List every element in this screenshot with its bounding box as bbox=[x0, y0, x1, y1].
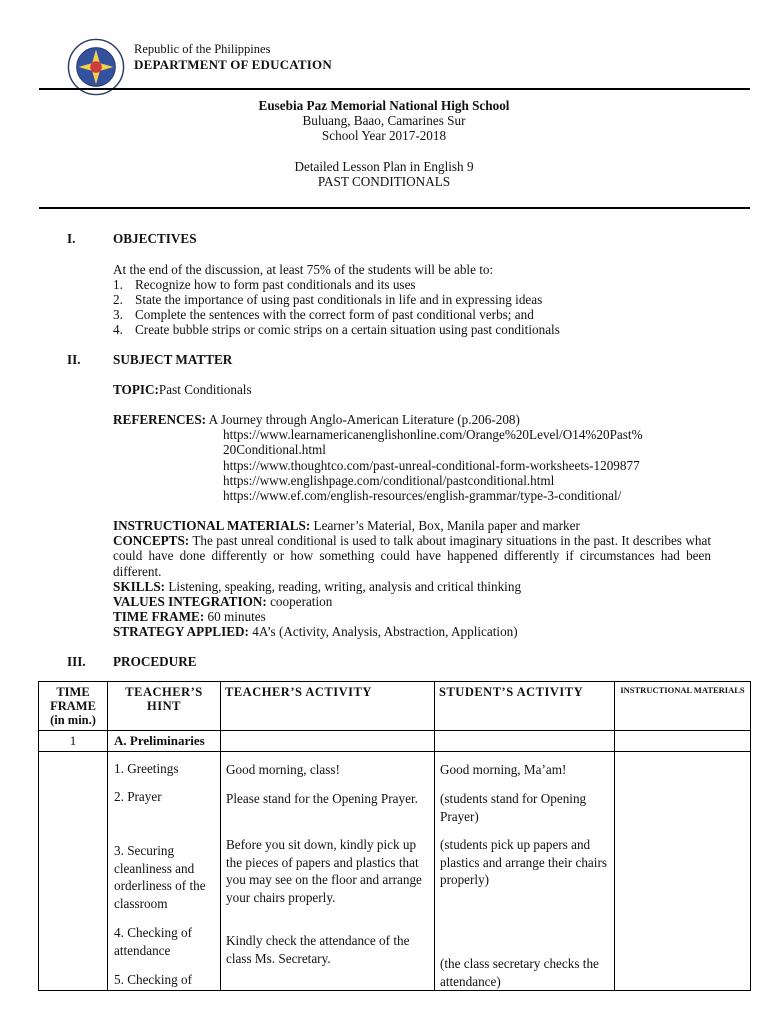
time-frame-line: TIME FRAME: 60 minutes bbox=[113, 609, 266, 625]
strategy-line: STRATEGY APPLIED: 4A’s (Activity, Analysis, Abstraction, Application) bbox=[113, 624, 518, 640]
procedure-heading: PROCEDURE bbox=[113, 654, 197, 669]
table-row bbox=[39, 731, 751, 752]
objectives-list bbox=[113, 277, 560, 337]
header-teacher-hint: TEACHER’S HINT bbox=[108, 682, 221, 731]
reference-url: https://www.learnamericanenglishonline.com/Orange%20Level/O14%20Past% bbox=[223, 427, 643, 443]
student-activity-item: (the class secretary checks the attendance) bbox=[440, 956, 599, 989]
teacher-activity-item: Please stand for the Opening Prayer. bbox=[226, 791, 418, 806]
student-activity-column bbox=[435, 752, 615, 991]
title-divider bbox=[39, 207, 750, 209]
header-time-frame: TIME FRAME (in min.) bbox=[39, 682, 108, 731]
school-address: Buluang, Baao, Camarines Sur bbox=[302, 113, 466, 129]
student-activity-item: (students pick up papers and plastics and arrange their chairs properly) bbox=[440, 837, 607, 887]
hint-item: 1. Greetings bbox=[114, 761, 179, 776]
teacher-activity-item: Kindly check the attendance of the class Ms. Secretary. bbox=[226, 933, 410, 966]
reference-url: https://www.thoughtco.com/past-unreal-conditional-form-worksheets-1209877 bbox=[223, 457, 640, 473]
header-student-activity: STUDENT’S ACTIVITY bbox=[435, 682, 615, 731]
agency-header bbox=[134, 42, 332, 72]
plan-topic-title: PAST CONDITIONALS bbox=[317, 173, 451, 189]
subject-matter-heading: SUBJECT MATTER bbox=[113, 352, 233, 367]
procedure-table bbox=[38, 681, 751, 991]
materials-column bbox=[615, 752, 751, 991]
teacher-activity-item: Before you sit down, kindly pick up the pieces of papers and plastics that you may see on the floor and arrange your chairs properly. bbox=[226, 837, 422, 905]
objectives-heading: OBJECTIVES bbox=[113, 231, 197, 246]
hint-item: 2. Prayer bbox=[114, 789, 162, 804]
prelim-time: 1 bbox=[39, 731, 108, 752]
topic-line: TOPIC:Past Conditionals bbox=[113, 382, 252, 397]
school-year: School Year 2017-2018 bbox=[321, 128, 447, 144]
skills-line: SKILLS: Listening, speaking, reading, writing, analysis and critical thinking bbox=[113, 578, 522, 594]
student-activity-item: (students stand for Opening Prayer) bbox=[440, 791, 587, 824]
republic-text: Republic of the Philippines bbox=[134, 42, 271, 56]
header-divider bbox=[39, 88, 750, 90]
materials-line: INSTRUCTIONAL MATERIALS: Learner’s Material, Box, Manila paper and marker bbox=[113, 518, 580, 533]
reference-url: 20Conditional.html bbox=[223, 442, 326, 458]
teacher-activity-column bbox=[221, 752, 435, 991]
table-header-row bbox=[39, 682, 751, 731]
subject-details bbox=[113, 518, 711, 640]
references-label: REFERENCES: bbox=[113, 412, 207, 427]
objective-item: 2. State the importance of using past conditionals in life and in expressing ideas bbox=[113, 292, 543, 308]
header-teacher-activity: TEACHER’S ACTIVITY bbox=[221, 682, 435, 731]
student-activity-item: Good morning, Ma’am! bbox=[440, 762, 567, 777]
objective-item: 4. Create bubble strips or comic strips on a certain situation using past conditionals bbox=[113, 322, 560, 338]
subject-matter-number: II. bbox=[67, 352, 81, 367]
reference-url: https://www.englishpage.com/conditional/pastconditional.html bbox=[223, 472, 555, 488]
objective-item: 3. Complete the sentences with the correct form of past conditional verbs; and bbox=[113, 307, 534, 323]
school-block bbox=[0, 98, 768, 189]
values-line: VALUES INTEGRATION: cooperation bbox=[113, 594, 333, 610]
header-instructional-materials: INSTRUCTIONAL MATERIALS bbox=[615, 682, 751, 731]
objectives-intro: At the end of the discussion, at least 75% of the students will be able to: bbox=[113, 262, 494, 277]
prelim-label: A. Preliminaries bbox=[108, 731, 221, 752]
table-row bbox=[39, 752, 751, 991]
hint-item: 5. Checking of bbox=[114, 972, 193, 987]
procedure-number: III. bbox=[67, 654, 86, 669]
plan-title: Detailed Lesson Plan in English 9 bbox=[294, 158, 474, 174]
objective-item: 1. Recognize how to form past conditionals and its uses bbox=[113, 277, 416, 292]
objectives-number: I. bbox=[67, 231, 76, 246]
references-block bbox=[113, 412, 643, 503]
reference-url: https://www.ef.com/english-resources/english-grammar/type-3-conditional/ bbox=[223, 488, 622, 504]
hint-item: 3. Securing cleanliness and orderliness of the classroom bbox=[114, 843, 206, 911]
concepts-line: CONCEPTS: The past unreal conditional is used to talk about imaginary situations in the past. It describes what could have done differently or how something could have happened differently if circumstances had been different. bbox=[113, 533, 711, 579]
hint-item: 4. Checking of attendance bbox=[114, 925, 193, 958]
hint-column bbox=[108, 752, 221, 991]
teacher-activity-item: Good morning, class! bbox=[226, 762, 340, 777]
school-name: Eusebia Paz Memorial National High School bbox=[258, 98, 510, 113]
reference-item: A Journey through Anglo-American Literature (p.206-208) bbox=[206, 412, 520, 427]
department-text: DEPARTMENT OF EDUCATION bbox=[134, 57, 332, 72]
